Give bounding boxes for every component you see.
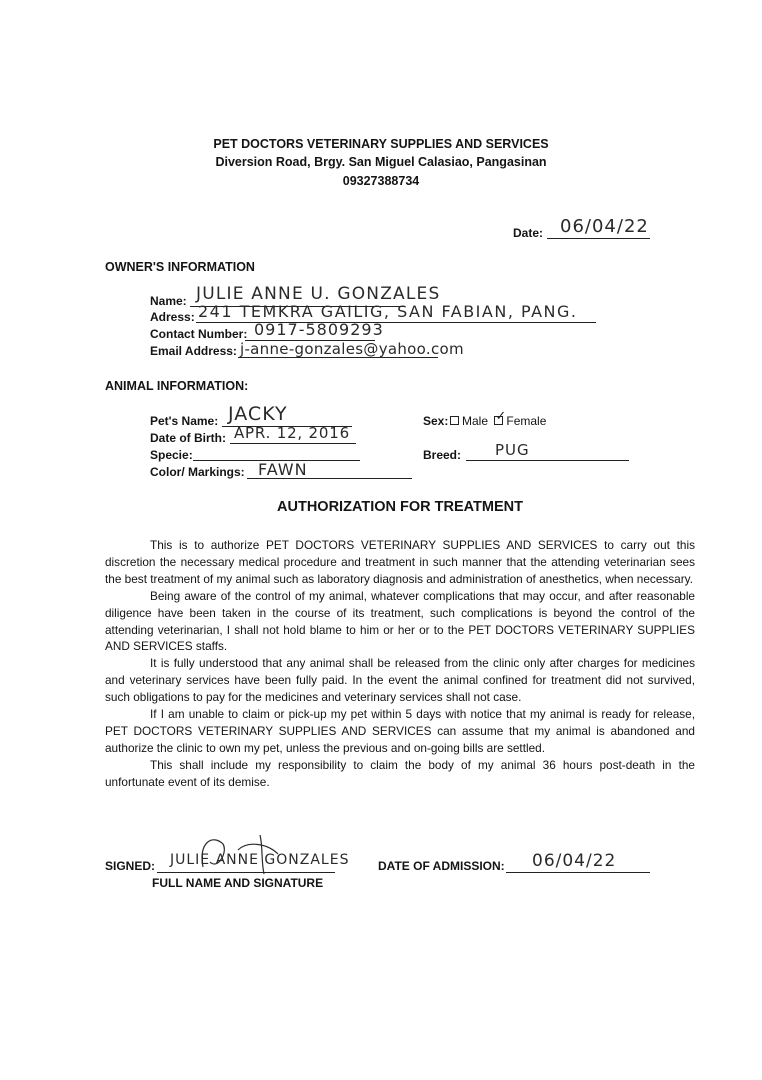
admission-line [506,872,650,873]
signature-scribble [168,832,338,882]
paragraph: This is to authorize PET DOCTORS VETERINARY SUPPLIES AND SERVICES to carry out this discretion the necessary medical procedure and treatment in such manner that the attending veterinarian sees the best treatment of my animal such as laboratory diagnosis and administration of anesthetics, when necessary. [105,538,695,586]
date-line [547,238,650,239]
color-value: FAWN [258,460,308,479]
sex-female-label: Female [506,414,547,428]
authorization-title: AUTHORIZATION FOR TREATMENT [277,499,523,515]
owner-address-label: Adress: [150,310,195,324]
admission-label: DATE OF ADMISSION: [378,859,505,873]
signature-caption: FULL NAME AND SIGNATURE [152,876,324,890]
owner-contact-label: Contact Number: [150,327,248,341]
sex-male-checkbox[interactable] [450,416,459,425]
owner-name-label: Name: [150,294,187,308]
business-address: Diversion Road, Brgy. San Miguel Calasiao, Pangasinan [215,155,547,169]
breed-line [466,460,629,461]
pet-name-value: JACKY [228,403,288,425]
owner-address-value: 241 TEMKRA GAILIG, SAN FABIAN, PANG. [198,302,578,321]
pet-name-label: Pet's Name: [150,414,219,428]
breed-value: PUG [495,441,530,459]
authorization-body [105,537,695,791]
dob-label: Date of Birth: [150,431,226,445]
specie-label: Specie: [150,448,193,462]
owner-email-value: j-anne-gonzales@yahoo.com [240,340,464,358]
sex-options [450,414,546,428]
dob-value: APR. 12, 2016 [234,424,350,442]
animal-section-title: ANIMAL INFORMATION: [105,379,249,393]
owner-section-title: OWNER'S INFORMATION [105,260,255,274]
breed-label: Breed: [423,448,462,462]
color-label: Color/ Markings: [150,465,245,479]
paragraph: If I am unable to claim or pick-up my pet within 5 days with notice that my animal is ready for release, PET DOCTORS VETERINARY SUPPLIES AND SERVICES can assume that my animal is abandoned and authorize the clinic to own my pet, unless the previous and on-going bills are settled. [105,707,695,755]
sex-male-label: Male [462,414,489,428]
paragraph: This shall include my responsibility to claim the body of my animal 36 hours post-death in the unfortunate event of its demise. [105,757,695,789]
business-phone: 09327388734 [342,174,420,188]
business-name: PET DOCTORS VETERINARY SUPPLIES AND SERVICES [213,137,549,151]
dob-line [230,443,356,444]
paragraph: It is fully understood that any animal shall be released from the clinic only after charges for medicines and veterinary services have been fully paid. In the event the animal confined for treatment did not survived, such obligations to pay for the medicines and veterinary services shall not case. [105,656,695,705]
sex-female-checkbox[interactable] [494,416,503,425]
admission-value: 06/04/22 [532,851,617,871]
sex-label: Sex: [423,414,449,428]
owner-email-label: Email Address: [150,344,237,358]
signed-value: JULIE ANNE GONZALES [170,852,350,868]
owner-contact-value: 0917-5809293 [254,320,384,339]
date-label: Date: [513,226,544,240]
paragraph: Being aware of the control of my animal, whatever complications that may occur, and after reasonable diligence have been taken in the course of its treatment, such complications is beyond the control of the attending veterinarian, I shall not hold blame to him or her or to the PET DOCTORS VETERINARY SUPPLIES AND SERVICES staffs. [105,588,695,654]
owner-name-value: JULIE ANNE U. GONZALES [196,284,441,304]
signed-label: SIGNED: [105,859,156,873]
date-value: 06/04/22 [560,216,649,237]
